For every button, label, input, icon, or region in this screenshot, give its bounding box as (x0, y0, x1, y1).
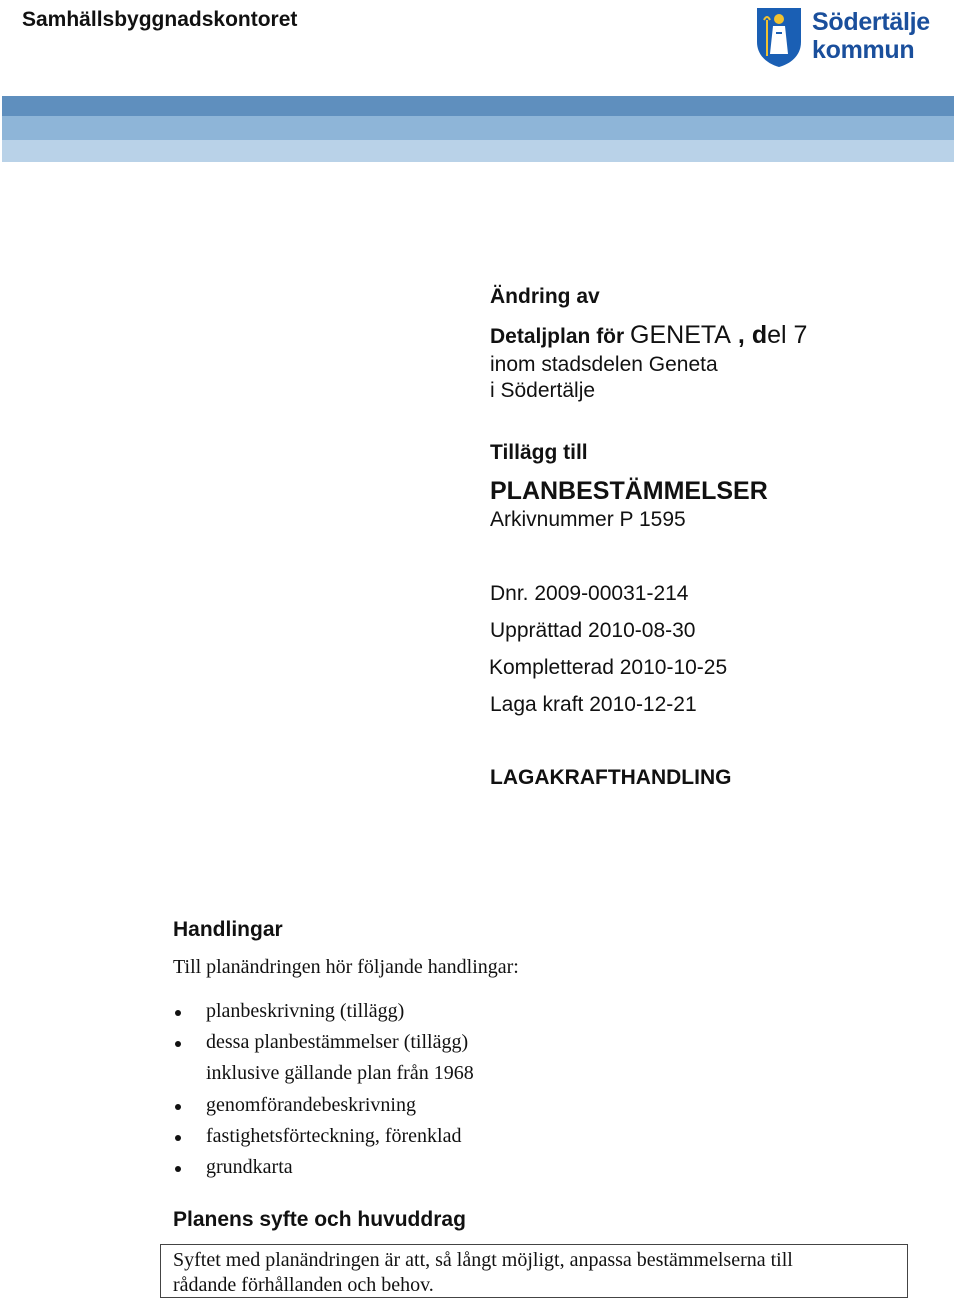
bullet-icon (175, 1104, 181, 1110)
list-item (173, 1121, 474, 1152)
handlingar-list (173, 996, 474, 1183)
archive-number: Arkivnummer P 1595 (490, 508, 686, 531)
document-status: LAGAKRAFTHANDLING (490, 766, 732, 789)
purpose-box (160, 1244, 908, 1298)
plan-title (490, 322, 807, 350)
dnr-number: Dnr. 2009-00031-214 (490, 582, 689, 605)
document-type: PLANBESTÄMMELSER (490, 477, 768, 505)
bullet-icon (175, 1166, 181, 1172)
list-item-text: genomförandebeskrivning (206, 1093, 416, 1116)
list-item-text: planbeskrivning (tillägg) (206, 1000, 405, 1022)
plan-name: GENETA (630, 321, 731, 349)
list-item-text: dessa planbestämmelser (tillägg) (206, 1031, 469, 1054)
bullet-icon (175, 1135, 181, 1141)
logo-text-line1: Södertälje (812, 8, 930, 36)
list-item (173, 1152, 474, 1183)
completed-date: Kompletterad 2010-10-25 (489, 656, 728, 679)
handlingar-intro: Till planändringen hör följande handlingar: (173, 956, 519, 978)
sodertalje-kommun-logo (754, 6, 934, 70)
legal-force-date: Laga kraft 2010-12-21 (490, 693, 697, 716)
header-band-mid (2, 116, 954, 140)
list-item-text: fastighetsförteckning, förenklad (206, 1124, 462, 1147)
list-item (173, 1090, 474, 1121)
change-of-label: Ändring av (490, 285, 600, 308)
district-line: inom stadsdelen Geneta (490, 353, 718, 376)
purpose-line-1: Syftet med planändringen är att, så långt möjligt, anpassa bestämmelserna till (173, 1249, 793, 1271)
plan-separator: , (730, 321, 752, 349)
handlingar-heading: Handlingar (173, 918, 283, 941)
plan-prefix: Detaljplan för (490, 325, 625, 348)
purpose-line-2: rådande förhållanden och behov. (173, 1274, 434, 1296)
header-band-light (2, 140, 954, 162)
coat-of-arms-icon (754, 6, 804, 68)
list-item (173, 1027, 474, 1058)
list-item (173, 996, 474, 1027)
list-item-text: grundkarta (206, 1156, 293, 1179)
header-band-dark (2, 96, 954, 116)
plan-part-rest: el 7 (767, 321, 808, 349)
created-date: Upprättad 2010-08-30 (490, 619, 696, 642)
purpose-heading: Planens syfte och huvuddrag (173, 1208, 466, 1231)
municipality-line: i Södertälje (490, 379, 596, 402)
bullet-icon (175, 1010, 181, 1016)
organization-name: Samhällsbyggnadskontoret (22, 8, 298, 31)
bullet-icon (175, 1041, 181, 1047)
logo-text-line2: kommun (812, 36, 915, 64)
list-item-text: inklusive gällande plan från 1968 (206, 1062, 474, 1085)
addition-label: Tillägg till (490, 441, 588, 464)
list-item-continuation (173, 1058, 474, 1089)
plan-part-bold: d (751, 321, 768, 349)
